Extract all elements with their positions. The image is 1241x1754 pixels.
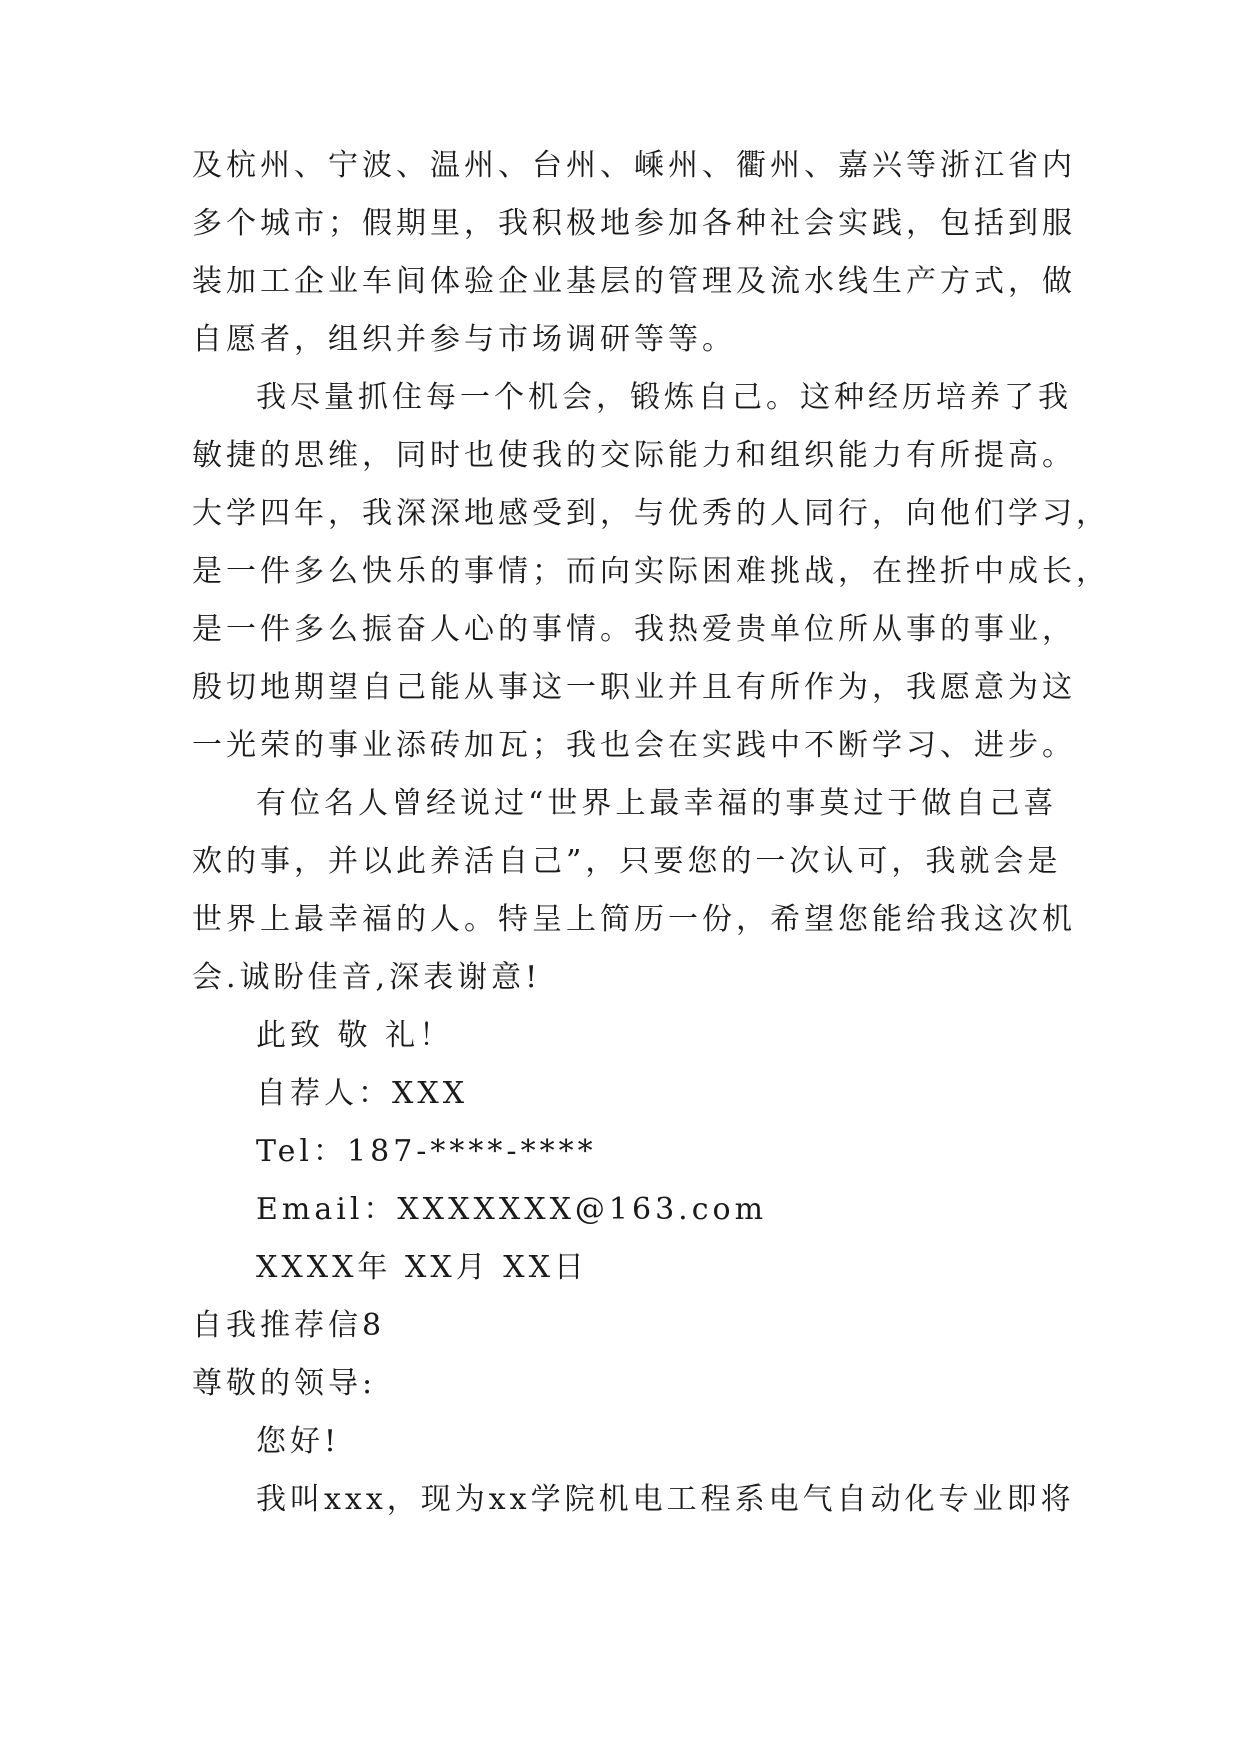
signature-email: Email：XXXXXXX@163.com [256, 1192, 768, 1227]
paragraph-line: 殷切地期望自己能从事这一职业并且有所作为，我愿意为这 [192, 670, 1076, 705]
greeting-line: 尊敬的领导: [192, 1366, 377, 1401]
paragraph-line: 是一件多么振奋人心的事情。我热爱贵单位所从事的事业， [192, 612, 1076, 647]
paragraph-line: 自愿者，组织并参与市场调研等等。 [192, 322, 736, 357]
paragraph-line: 多个城市；假期里，我积极地参加各种社会实践，包括到服 [192, 206, 1076, 241]
paragraph-line: 我尽量抓住每一个机会，锻炼自己。这种经历培养了我 [256, 380, 1072, 415]
section-title: 自我推荐信8 [192, 1308, 386, 1343]
signature-phone: Tel：187-****-**** [256, 1134, 597, 1169]
paragraph-line: 及杭州、宁波、温州、台州、嵊州、衢州、嘉兴等浙江省内 [192, 148, 1076, 183]
paragraph-line: 装加工企业车间体验企业基层的管理及流水线生产方式，做 [192, 264, 1076, 299]
signature-date: XXXX年 XX月 XX日 [256, 1250, 588, 1285]
closing-salutation: 此致 敬 礼！ [256, 1018, 454, 1053]
paragraph-line: 大学四年，我深深地感受到，与优秀的人同行，向他们学习， [192, 496, 1110, 531]
paragraph-line: 敏捷的思维，同时也使我的交际能力和组织能力有所提高。 [192, 438, 1076, 473]
greeting-hello: 您好! [256, 1424, 341, 1459]
paragraph-line: 是一件多么快乐的事情；而向实际困难挑战，在挫折中成长， [192, 554, 1110, 589]
paragraph-line: 我叫xxx，现为xx学院机电工程系电气自动化专业即将 [256, 1482, 1075, 1517]
paragraph-line: 有位名人曾经说过“世界上最幸福的事莫过于做自己喜 [256, 786, 1058, 821]
paragraph-line: 会.诚盼佳音,深表谢意! [192, 960, 542, 995]
paragraph-line: 欢的事，并以此养活自己”，只要您的一次认可，我就会是 [192, 844, 1062, 879]
paragraph-line: 一光荣的事业添砖加瓦；我也会在实践中不断学习、进步。 [192, 728, 1076, 763]
paragraph-line: 世界上最幸福的人。特呈上简历一份，希望您能给我这次机 [192, 902, 1076, 937]
signature-name: 自荐人：XXX [256, 1076, 469, 1111]
